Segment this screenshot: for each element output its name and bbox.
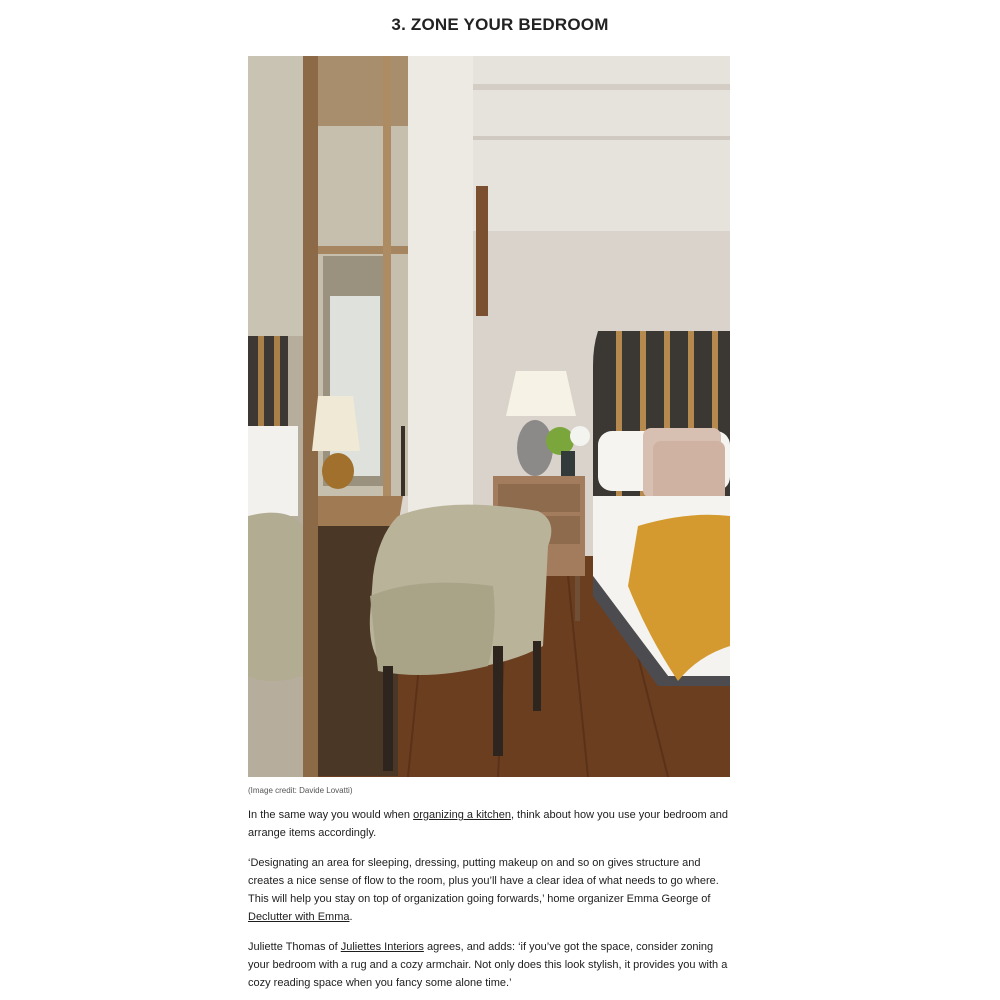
- paragraph-2: [248, 854, 730, 926]
- organizing-a-kitchen-link[interactable]: organizing a kitchen: [413, 809, 511, 821]
- paragraph-3: [248, 938, 730, 992]
- declutter-with-emma-link[interactable]: Declutter with Emma: [248, 911, 350, 923]
- paragraph-2-text-end: .: [349, 911, 353, 923]
- bedroom-photo: [248, 56, 730, 777]
- image-credit: (Image credit: Davide Lovatti): [248, 786, 353, 795]
- paragraph-2-text-start: ‘Designating an area for sleeping, dressing, putting makeup on and so on gives structure and creates a nice sense of flow to the room, plus you’ll have a clear idea of what needs to go where. This will help you stay on top of organization going forwards,’ home organizer Emma George of: [248, 857, 719, 905]
- section-heading: 3. ZONE YOUR BEDROOM: [391, 15, 609, 34]
- paragraph-3-text-end: agrees, and adds: ‘if you’ve got the space, consider zoning your bedroom with a rug and a cozy armchair. Not only does this look stylish, it provides you with a cozy reading space when you fancy some alone time.’: [248, 941, 728, 989]
- paragraph-1-text-end: , think about how you use your bedroom and arrange items accordingly.: [248, 809, 729, 839]
- bedroom-photo-illustration: [248, 56, 730, 777]
- juliettes-interiors-link[interactable]: Juliettes Interiors: [340, 941, 424, 953]
- paragraph-1-text-start: In the same way you would when: [248, 809, 414, 821]
- paragraph-3-text-start: Juliette Thomas of: [248, 941, 341, 953]
- paragraph-1: [248, 806, 730, 842]
